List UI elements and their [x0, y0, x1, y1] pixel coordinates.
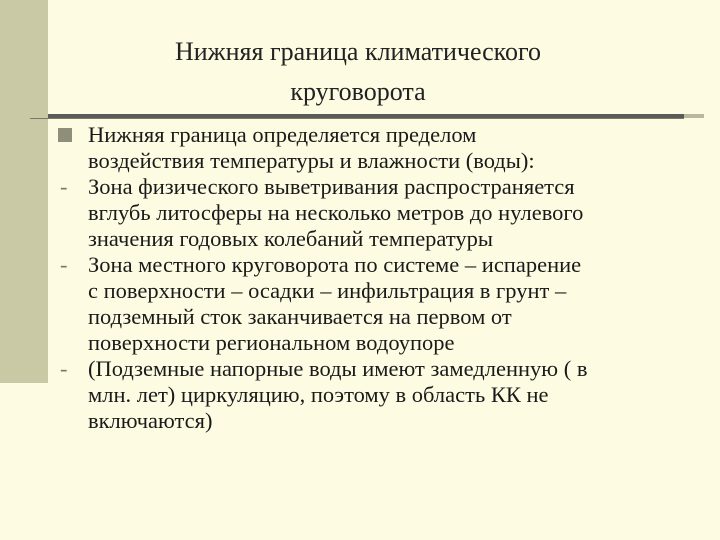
- dash-marker: -: [60, 252, 68, 277]
- title-divider-end: [684, 114, 704, 118]
- dash-marker: -: [60, 174, 68, 199]
- bullet-text: Зона физического выветривания распространяется вглубь литосферы на несколько метров до нулевого значения годовых колебаний температуры: [88, 174, 584, 251]
- bullet-text: Зона местного круговорота по системе – испарение с поверхности – осадки – инфильтрация в грунт – подземный сток заканчивается на первом от поверхности региональном водоупоре: [88, 252, 582, 355]
- bullet-item-pressure-waters: [58, 356, 718, 434]
- slide-body: [58, 122, 718, 434]
- bullet-item-weathering: [58, 174, 718, 252]
- bullet-text: Нижняя граница определяется пределом воздействия температуры и влажности (воды):: [88, 122, 535, 173]
- square-bullet-icon: [58, 128, 72, 142]
- slide-title: Нижняя граница климатического круговорота: [174, 37, 542, 106]
- bullet-item-local-cycle: [58, 252, 718, 356]
- bullet-item-main: [58, 122, 718, 174]
- title-underline: [30, 118, 684, 119]
- decorative-left-band: [0, 0, 48, 383]
- bullet-text: (Подземные напорные воды имеют замедленную ( в млн. лет) циркуляцию, поэтому в область КК не включаются): [88, 356, 588, 433]
- dash-marker: -: [60, 356, 68, 381]
